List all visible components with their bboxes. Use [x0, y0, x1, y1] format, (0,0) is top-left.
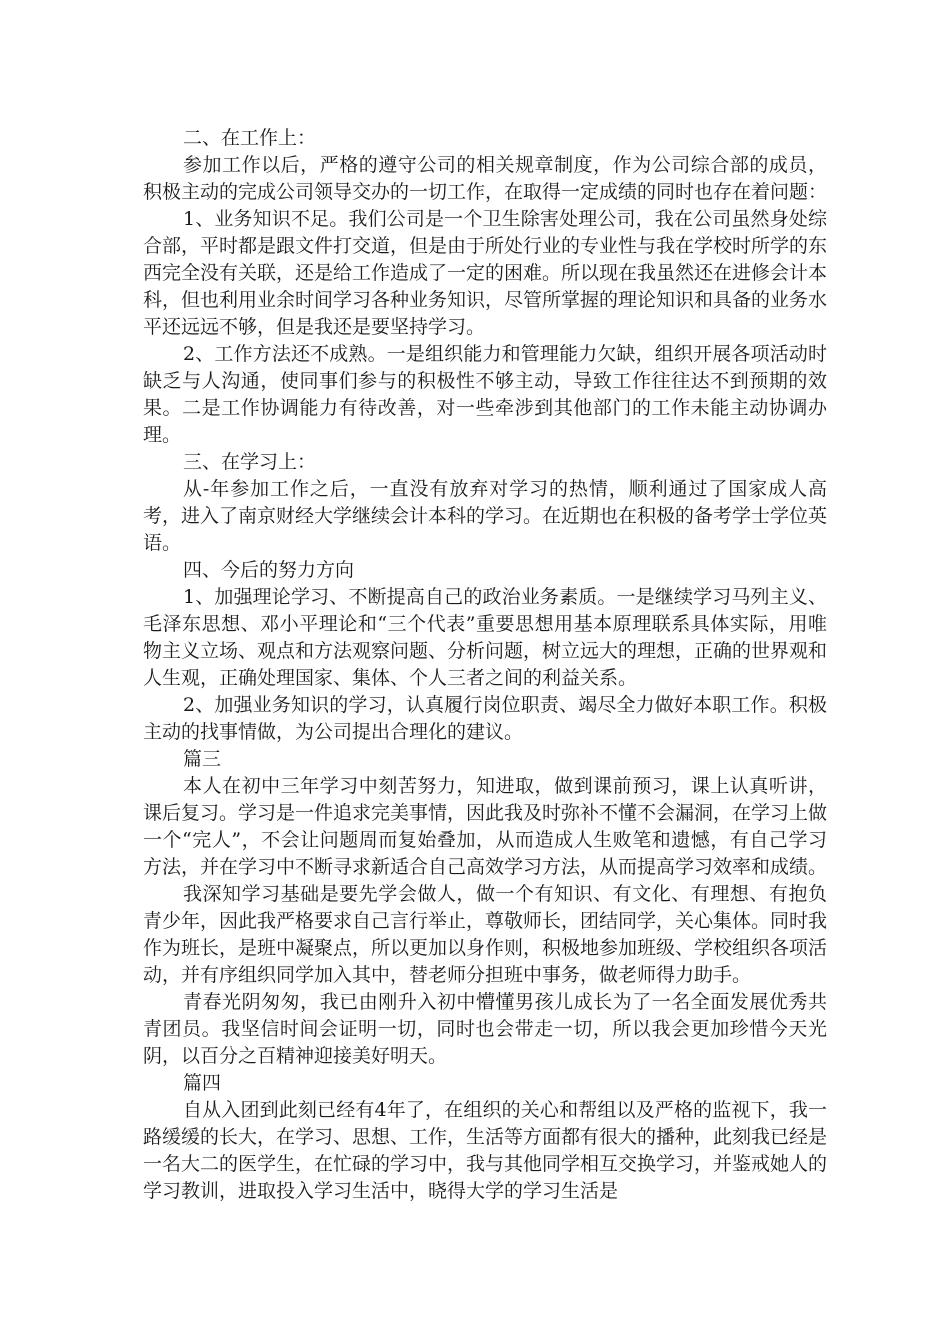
document-body: [143, 125, 827, 1205]
section-heading-work: 二、在工作上：: [183, 127, 317, 149]
section-heading-part-three: 篇三: [183, 748, 222, 770]
paragraph: 本人在初中三年学习中刻苦努力，知进取，做到课前预习，课上认真听讲，课后复习。学习是一件追求完美事情，因此我及时弥补不懂不会漏洞，在学习上做一个“完人”，不会让问题周而复始叠加，从而造成人生败笔和遗憾，有自己学习方法，并在学习中不断寻求新适合自己高效学习方法，从而提高学习效率和成绩。: [143, 775, 828, 878]
paragraph: 1、加强理论学习、不断提高自己的政治业务素质。一是继续学习马列主义、毛泽东思想、邓小平理论和“三个代表”重要思想用基本原理联系具体实际，用唯物主义立场、观点和方法观察问题、分析问题，树立远大的理想，正确的世界观和人生观，正确处理国家、集体、个人三者之间的利益关系。: [143, 586, 828, 689]
paragraph: 从-年参加工作之后，一直没有放弃对学习的热情，顺利通过了国家成人高考，进入了南京财经大学继续会计本科的学习。在近期也在积极的备考学士学位英语。: [143, 478, 828, 554]
section-heading-future: 四、今后的努力方向: [183, 559, 355, 581]
paragraph: 1、业务知识不足。我们公司是一个卫生除害处理公司，我在公司虽然身处综合部，平时都是跟文件打交道，但是由于所处行业的专业性与我在学校时所学的东西完全没有关联，还是给工作造成了一定的困难。所以现在我虽然还在进修会计本科，但也利用业余时间学习各种业务知识，尽管所掌握的理论知识和具备的业务水平还远远不够，但是我还是要坚持学习。: [143, 208, 828, 338]
paragraph: 自从入团到此刻已经有4年了，在组织的关心和帮组以及严格的监视下，我一路缓缓的长大，在学习、思想、工作，生活等方面都有很大的播种，此刻我已经是一名大二的医学生，在忙碌的学习中，我与其他同学相互交换学习，并鉴戒她人的学习教训，进取投入学习生活中，晓得大学的学习生活是: [143, 1099, 828, 1202]
paragraph: 青春光阴匆匆，我已由刚升入初中懵懂男孩儿成长为了一名全面发展优秀共青团员。我坚信时间会证明一切，同时也会带走一切，所以我会更加珍惜今天光阴，以百分之百精神迎接美好明天。: [143, 991, 827, 1067]
paragraph: 2、工作方法还不成熟。一是组织能力和管理能力欠缺，组织开展各项活动时缺乏与人沟通，使同事们参与的积极性不够主动，导致工作往往达不到预期的效果。二是工作协调能力有待改善，对一些牵涉到其他部门的工作未能主动协调办理。: [143, 343, 827, 446]
paragraph: 参加工作以后，严格的遵守公司的相关规章制度，作为公司综合部的成员，积极主动的完成公司领导交办的一切工作，在取得一定成绩的同时也存在着问题：: [143, 154, 828, 203]
paragraph: 我深知学习基础是要先学会做人，做一个有知识、有文化、有理想、有抱负青少年，因此我严格要求自己言行举止，尊敬师长，团结同学，关心集体。同时我作为班长，是班中凝聚点，所以更加以身作则，积极地参加班级、学校组织各项活动，并有序组织同学加入其中，替老师分担班中事务，做老师得力助手。: [143, 883, 828, 986]
paragraph: 2、加强业务知识的学习，认真履行岗位职责、竭尽全力做好本职工作。积极主动的找事情做，为公司提出合理化的建议。: [143, 694, 827, 743]
section-heading-part-four: 篇四: [183, 1072, 222, 1094]
section-heading-study: 三、在学习上：: [183, 451, 317, 473]
